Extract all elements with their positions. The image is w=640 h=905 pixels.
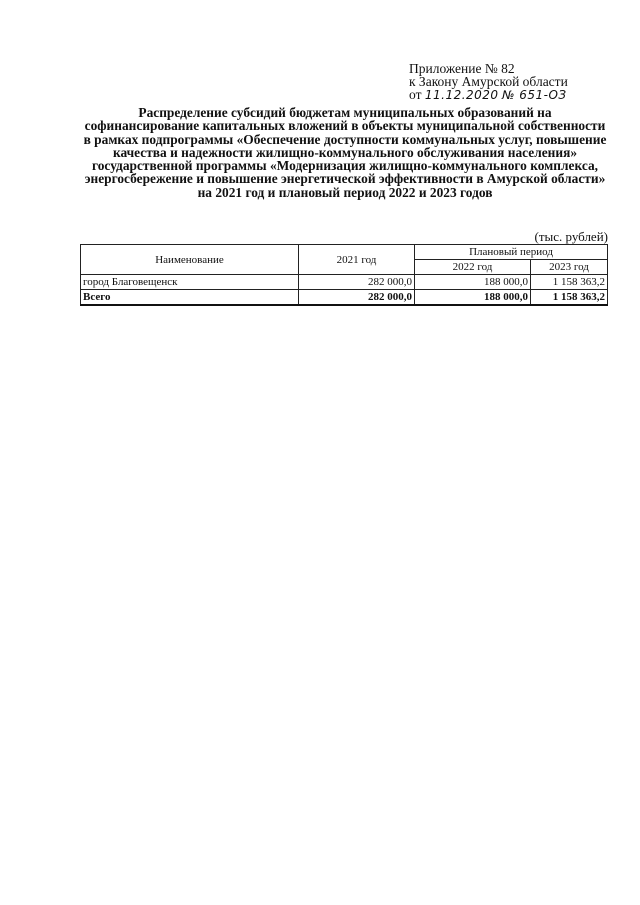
appendix-law-ref: к Закону Амурской области — [409, 74, 568, 89]
handwritten-date: 11.12.2020 — [424, 88, 499, 102]
header-2022: 2022 год — [415, 260, 531, 275]
table-header-row — [81, 245, 608, 260]
appendix-date-line — [409, 88, 609, 102]
total-2022: 188 000,0 — [415, 290, 531, 306]
total-name: Всего — [81, 290, 299, 306]
appendix-number: Приложение № 82 — [409, 61, 515, 76]
header-name: Наименование — [81, 245, 299, 275]
table-total-row — [81, 290, 608, 306]
appendix-header — [409, 62, 609, 102]
row-2022: 188 000,0 — [415, 275, 531, 290]
handwritten-number: № 651-ОЗ — [501, 88, 567, 102]
table-row — [81, 275, 608, 290]
total-2023: 1 158 363,2 — [531, 290, 608, 306]
row-2023: 1 158 363,2 — [531, 275, 608, 290]
row-2021: 282 000,0 — [299, 275, 415, 290]
units-label: (тыс. рублей) — [534, 229, 608, 244]
header-planned-period: Плановый период — [415, 245, 608, 260]
appendix-date-prefix: от — [409, 87, 422, 102]
document-title: Распределение субсидий бюджетам муниципальных образований на софинансирование капитальных вложений в объекты муниципальной собственности в рамках подпрограммы «Обеспечение доступности коммунальных услуг, повышение качества и надежности жилищно-коммунального обслуживания населения» государственной программы «Модернизация жилищно-коммунального комплекса, энергосбережение и повышение энергетической эффективности в Амурской области» на 2021 год и плановый период 2022 и 2023 годов — [83, 105, 607, 200]
total-2021: 282 000,0 — [299, 290, 415, 306]
header-2021: 2021 год — [299, 245, 415, 275]
subsidy-table — [80, 244, 608, 306]
row-name: город Благовещенск — [81, 275, 299, 290]
header-2023: 2023 год — [531, 260, 608, 275]
